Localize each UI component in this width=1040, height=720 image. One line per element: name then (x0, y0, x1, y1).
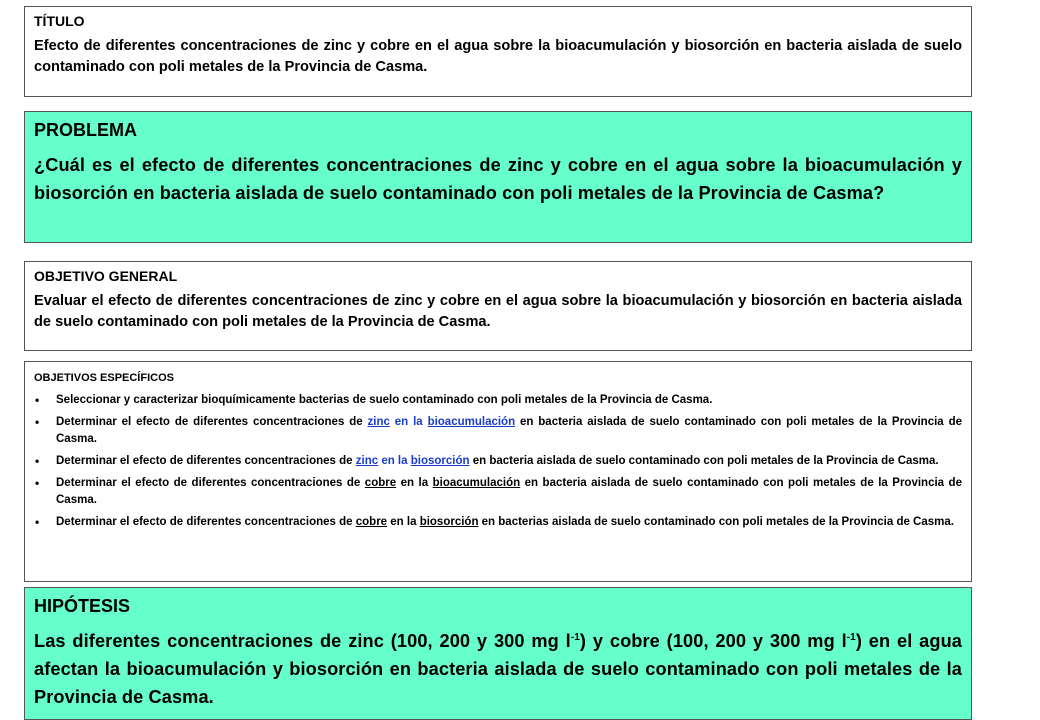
item-text-mid: en la (378, 455, 411, 467)
biosorcion-link[interactable]: biosorción (410, 455, 470, 467)
specific-objective-item (34, 475, 962, 509)
item-text-post: en bacteria aislada de suelo contaminado con poli metales de la Provincia de Casma. (469, 455, 939, 467)
general-objective-box (24, 261, 972, 351)
general-objective-heading: OBJETIVO GENERAL (34, 268, 178, 284)
item-text-post: en bacterias aislada de suelo contaminado con poli metales de la Provincia de Casma. (478, 516, 954, 528)
specific-objective-item (34, 414, 962, 448)
problem-heading: PROBLEMA (34, 120, 137, 140)
zinc-link[interactable]: zinc (355, 455, 379, 467)
hypothesis-box (24, 587, 972, 720)
hypothesis-text (34, 627, 962, 711)
hypothesis-part: Las diferentes concentraciones de zinc (100, 200 y 300 mg l (34, 631, 571, 651)
title-text: Efecto de diferentes concentraciones de zinc y cobre en el agua sobre la bioacumulación y biosorción en bacteria aislada de suelo contaminado con poli metales de la Provincia de Casma. (34, 38, 962, 75)
cobre-term: cobre (364, 477, 397, 489)
hypothesis-part: ) y cobre (100, 200 y 300 mg l (579, 631, 847, 651)
item-text-post: en bacteria aislada de suelo contaminado con poli metales de la Provincia de Casma. (56, 477, 962, 506)
hypothesis-part: ) en el agua afectan la bioacumulación y biosorción en bacteria aislada de suelo contaminado con poli metales de la Provincia de Casma. (34, 631, 962, 707)
superscript: -1 (570, 631, 580, 643)
bioacumulacion-link[interactable]: bioacumulación (427, 416, 516, 428)
item-text-post: en bacteria aislada de suelo contaminado con poli metales de la Provincia de Casma. (56, 416, 962, 445)
cobre-term: cobre (355, 516, 388, 528)
specific-objective-item (34, 453, 962, 470)
item-text-mid: en la (396, 477, 433, 489)
problem-text: ¿Cuál es el efecto de diferentes concentraciones de zinc y cobre en el agua sobre la bioacumulación y biosorción en bacteria aislada de suelo contaminado con poli metales de la Provincia de Casma? (34, 155, 962, 203)
bioacumulacion-term: bioacumulación (432, 477, 521, 489)
superscript: -1 (846, 631, 856, 643)
hypothesis-heading: HIPÓTESIS (34, 596, 131, 616)
title-box (24, 6, 972, 97)
item-text: Seleccionar y caracterizar bioquímicamente bacterias de suelo contaminado con poli metales de la Provincia de Casma. (56, 394, 713, 406)
biosorcion-term: biosorción (419, 516, 479, 528)
item-text-pre: Determinar el efecto de diferentes concentraciones de (56, 416, 368, 428)
general-objective-text: Evaluar el efecto de diferentes concentraciones de zinc y cobre en el agua sobre la bioacumulación y biosorción en bacteria aislada de suelo contaminado con poli metales de la Provincia de Casma. (34, 293, 962, 330)
specific-objectives-box (24, 361, 972, 582)
item-text-pre: Determinar el efecto de diferentes concentraciones de (56, 477, 365, 489)
title-heading: TÍTULO (34, 13, 85, 29)
item-text-mid: en la (387, 516, 420, 528)
specific-objectives-heading: OBJETIVOS ESPECÍFICOS (34, 372, 174, 384)
item-text-mid: en la (389, 416, 428, 428)
zinc-link[interactable]: zinc (367, 416, 390, 428)
specific-objective-item (34, 514, 962, 531)
specific-objectives-list (34, 392, 962, 531)
item-text-pre: Determinar el efecto de diferentes concentraciones de (56, 516, 356, 528)
specific-objective-item (34, 392, 962, 409)
problem-box (24, 111, 972, 243)
item-text-pre: Determinar el efecto de diferentes concentraciones de (56, 455, 356, 467)
